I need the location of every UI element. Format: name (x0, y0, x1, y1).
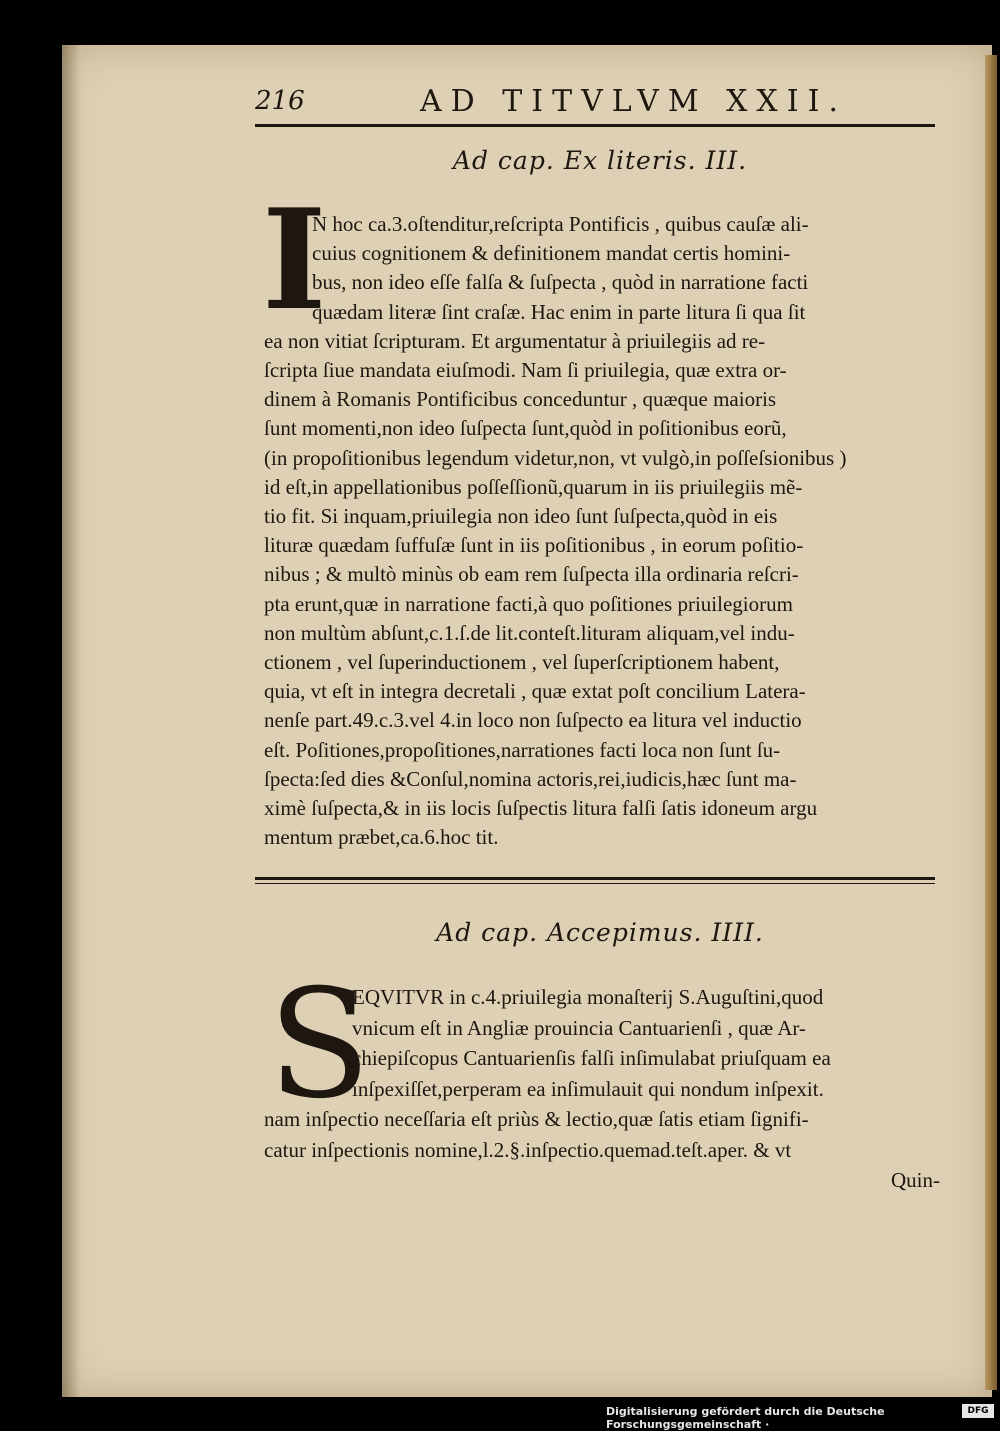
text-line: ſunt momenti,non ideo ſuſpecta ſunt,quòd in poſitionibus eorũ, (264, 416, 787, 441)
text-line: pta erunt,quæ in narratione facti,à quo poſitiones priuilegiorum (264, 591, 793, 616)
text-line: ctionem , vel ſuperinductionem , vel ſuperſcriptionem habent, (264, 650, 780, 674)
text-line: quia, vt eſt in integra decretali , quæ extat poſt concilium Latera- (264, 679, 806, 704)
text-line: dinem à Romanis Pontificibus conceduntur , quæque maioris (264, 387, 777, 412)
text-line: ximè ſuſpecta,& in iis locis ſuſpectis litura falſi ſatis idoneum argu (264, 796, 818, 820)
running-title: AD TITVLVM XXII. (420, 84, 848, 119)
text-line: vnicum eſt in Angliæ prouincia Cantuarienſi , quæ Ar- (352, 1015, 806, 1040)
text-line: chiepiſcopus Cantuarienſis falſi inſimulabat priuſquam ea (352, 1046, 831, 1070)
text-line: bus, non ideo eſſe falſa & ſuſpecta , quòd in narratione facti (312, 270, 809, 295)
dfg-logo: DFG (962, 1404, 994, 1418)
text-line: ea non vitiat ſcripturam. Et argumentatur à priuilegiis ad re- (264, 328, 766, 353)
text-line: lituræ quædam ſuffuſæ ſunt in iis poſitionibus , in eorum poſitio- (264, 533, 804, 558)
text-line: tio fit. Si inquam,priuilegia non ideo ſunt ſuſpecta,quòd in eis (264, 504, 778, 528)
text-line: EQVITVR in c.4.priuilegia monaſterij S.Auguſtini,quod (352, 985, 824, 1009)
text-line: non multùm abſunt,c.1.ſ.de lit.conteſt.lituram aliquam,vel indu- (264, 620, 795, 645)
drop-cap-i: I (262, 178, 327, 341)
text-line: nibus ; & multò minùs ob eam rem ſuſpecta illa ordinaria reſcri- (264, 562, 799, 587)
section-heading-1: Ad cap. Ex literis. III. (452, 146, 748, 175)
header-rule (255, 124, 935, 127)
text-line: Quin- (891, 1168, 940, 1192)
text-line: nenſe part.49.c.3.vel 4.in loco non ſuſpecto ea litura vel inductio (264, 708, 802, 733)
text-line: catur inſpectionis nomine,l.2.§.inſpectio.quemad.teſt.aper. & vt (264, 1137, 792, 1162)
digitization-credit: Digitalisierung gefördert durch die Deutsche Forschungsgemeinschaft · (606, 1405, 885, 1431)
drop-cap-s: S (268, 958, 371, 1132)
section-rule-thin (255, 883, 935, 884)
gutter-shadow (62, 45, 80, 1397)
section-rule (255, 877, 935, 880)
page-edge (985, 55, 997, 1390)
text-line: nam inſpectio neceſſaria eſt priùs & lectio,quæ ſatis etiam ſignifi- (264, 1107, 809, 1131)
text-line: cuius cognitionem & definitionem mandat certis homini- (312, 241, 791, 266)
text-line: N hoc ca.3.oſtenditur,reſcripta Pontificis , quibus cauſæ ali- (312, 212, 809, 236)
text-line: (in propoſitionibus legendum videtur,non, vt vulgò,in poſſeſsionibus ) (264, 445, 847, 470)
text-line: inſpexiſſet,perperam ea inſimulauit qui nondum inſpexit. (352, 1076, 824, 1101)
text-line: eſt. Poſitiones,propoſitiones,narrationes facti loca non ſunt ſu- (264, 737, 781, 762)
text-line: mentum præbet,ca.6.hoc tit. (264, 825, 499, 850)
text-line: id eſt,in appellationibus poſſeſſionũ,quarum in iis priuilegiis mẽ- (264, 474, 803, 499)
section-heading-2: Ad cap. Accepimus. IIII. (436, 918, 764, 947)
text-line: ſcripta ſiue mandata eiuſmodi. Nam ſi priuilegia, quæ extra or- (264, 358, 787, 382)
page-number: 216 (255, 86, 305, 116)
text-line: ſpecta:ſed dies &Conſul,nomina actoris,rei,iudicis,hæc ſunt ma- (264, 766, 797, 791)
text-line: quædam literæ ſint craſæ. Hac enim in parte litura ſi qua ſit (312, 299, 806, 324)
